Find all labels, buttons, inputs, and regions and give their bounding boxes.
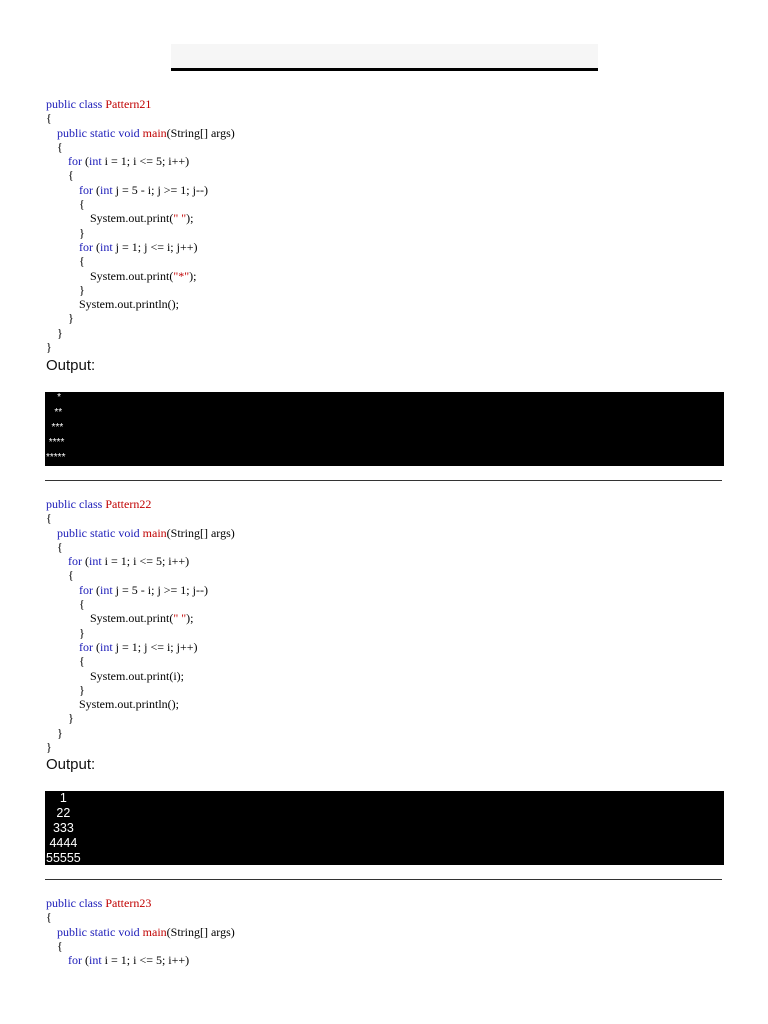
brace: {: [68, 568, 74, 583]
method-name: main: [142, 125, 167, 140]
keyword: for: [68, 554, 82, 569]
console-line: ***: [46, 422, 64, 433]
outer-for-loop: for (int i = 1; i <= 5; i++): [68, 953, 190, 968]
main-declaration: [46, 126, 235, 140]
keyword: for: [79, 239, 93, 254]
loop-condition: i = 1; i <= 5; i++): [101, 953, 190, 968]
keyword: int: [89, 554, 102, 569]
code-block-pattern21: [46, 97, 235, 354]
keyword: public static void: [57, 125, 140, 140]
class-declaration: [46, 896, 235, 910]
brace: {: [79, 197, 85, 212]
console-line: ****: [46, 437, 65, 448]
console-output-pattern21: [45, 392, 724, 466]
console-line: 22: [46, 806, 71, 820]
statement-text: );: [189, 268, 197, 283]
keyword: int: [100, 182, 113, 197]
section-divider: [45, 480, 722, 481]
keyword: public class: [46, 497, 103, 511]
keyword: public class: [46, 896, 103, 910]
brace: }: [79, 282, 85, 297]
statement-text: System.out.print(: [90, 611, 174, 626]
brace: {: [57, 539, 63, 554]
println-statement: System.out.println();: [79, 697, 179, 712]
method-params: (String[] args): [166, 924, 235, 939]
section-divider: [45, 879, 722, 880]
output-label: Output:: [46, 357, 96, 374]
statement-text: );: [186, 211, 194, 226]
keyword: for: [79, 582, 93, 597]
main-declaration: [46, 925, 235, 939]
brace: }: [79, 625, 85, 640]
loop-condition: i = 1; i <= 5; i++): [101, 554, 190, 569]
brace: {: [57, 938, 63, 953]
string-literal: "*": [173, 268, 190, 283]
brace: {: [79, 254, 85, 269]
code-block-pattern23: [46, 896, 235, 967]
number-for-loop: for (int j = 1; j <= i; j++): [79, 639, 198, 654]
console-line: *: [46, 392, 62, 403]
brace: {: [79, 597, 85, 612]
brace: {: [46, 111, 52, 126]
star-for-loop: for (int j = 1; j <= i; j++): [79, 239, 198, 254]
class-name: Pattern22: [105, 497, 152, 511]
method-name: main: [142, 924, 167, 939]
method-params: (String[] args): [166, 525, 235, 540]
keyword: for: [79, 639, 93, 654]
method-name: main: [142, 525, 167, 540]
statement-text: System.out.print(: [90, 211, 174, 226]
brace: }: [79, 682, 85, 697]
outer-for-loop: for (int i = 1; i <= 5; i++): [68, 554, 190, 569]
class-declaration: [46, 497, 235, 511]
header-bar: [171, 44, 598, 71]
keyword: int: [89, 154, 102, 169]
brace: }: [68, 311, 74, 326]
class-name: Pattern23: [105, 896, 152, 910]
loop-condition: j = 5 - i; j >= 1; j--): [112, 182, 208, 197]
keyword: for: [79, 182, 93, 197]
keyword: int: [100, 639, 113, 654]
statement-text: );: [186, 611, 194, 626]
print-space-statement: [46, 211, 235, 225]
keyword: public class: [46, 97, 103, 111]
main-declaration: [46, 526, 235, 540]
brace: {: [57, 139, 63, 154]
space-for-loop: for (int j = 5 - i; j >= 1; j--): [79, 582, 208, 597]
brace: {: [68, 168, 74, 183]
print-number-statement: System.out.print(i);: [90, 668, 184, 683]
output-label: Output:: [46, 756, 96, 773]
print-space-statement: [46, 611, 235, 625]
keyword: int: [100, 239, 113, 254]
loop-condition: j = 1; j <= i; j++): [112, 639, 198, 654]
statement-text: System.out.print(: [90, 268, 174, 283]
keyword: int: [100, 582, 113, 597]
brace: {: [46, 910, 52, 925]
string-literal: " ": [173, 211, 187, 226]
method-params: (String[] args): [166, 125, 235, 140]
console-line: *****: [46, 452, 66, 463]
console-output-pattern22: [45, 791, 724, 865]
console-line: 1: [46, 791, 67, 805]
class-declaration: [46, 97, 235, 111]
brace: }: [46, 340, 52, 355]
keyword: int: [89, 953, 102, 968]
brace: }: [68, 711, 74, 726]
class-name: Pattern21: [105, 97, 152, 111]
brace: }: [79, 225, 85, 240]
keyword: for: [68, 154, 82, 169]
keyword: public static void: [57, 525, 140, 540]
space-for-loop: for (int j = 5 - i; j >= 1; j--): [79, 182, 208, 197]
console-line: 4444: [46, 836, 78, 850]
loop-condition: j = 5 - i; j >= 1; j--): [112, 582, 208, 597]
console-line: 55555: [46, 851, 81, 865]
loop-condition: j = 1; j <= i; j++): [112, 239, 198, 254]
brace: }: [57, 325, 63, 340]
string-literal: " ": [173, 611, 187, 626]
keyword: for: [68, 953, 82, 968]
print-star-statement: [46, 269, 235, 283]
loop-condition: i = 1; i <= 5; i++): [101, 154, 190, 169]
console-line: 333: [46, 821, 74, 835]
brace: }: [46, 740, 52, 755]
keyword: public static void: [57, 924, 140, 939]
println-statement: System.out.println();: [79, 297, 179, 312]
brace: {: [79, 654, 85, 669]
outer-for-loop: for (int i = 1; i <= 5; i++): [68, 154, 190, 169]
code-block-pattern22: [46, 497, 235, 754]
brace: }: [57, 725, 63, 740]
console-line: **: [46, 407, 63, 418]
brace: {: [46, 511, 52, 526]
